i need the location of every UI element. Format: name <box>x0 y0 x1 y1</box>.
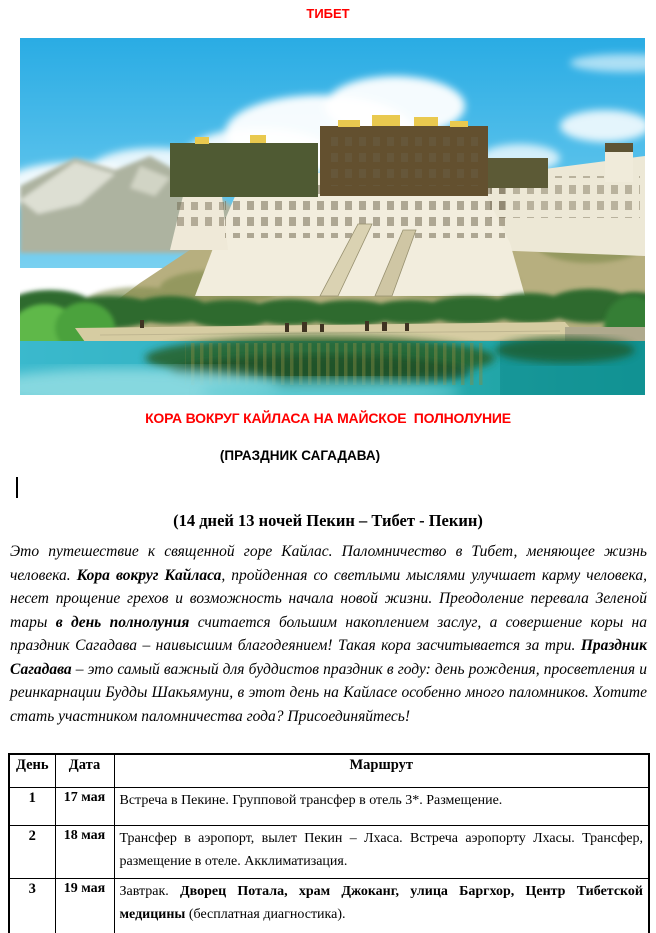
col-header-route: Маршрут <box>114 754 649 788</box>
bold-text-run: Праздник Сагадава <box>10 637 647 678</box>
text-run: , пройденная со светлыми мыслями улучшает карму человека, несет прощение грехов и возможность начала новой жизни. Преодоление перевала Зеленой тары <box>10 566 647 631</box>
date-cell: 17 мая <box>55 788 114 826</box>
text-run: Завтрак. <box>119 884 181 899</box>
table-header-row <box>9 754 649 788</box>
table-row <box>9 879 649 933</box>
table-row <box>9 788 649 826</box>
text-run: считается большим накоплением заслуг, а совершение коры на праздник Сагадава – наивысшим благодеянием! Такая кора засчитывается за три. <box>10 613 647 654</box>
text-run: Это путешествие к священной горе Кайлас. Паломничество в Тибет, меняющее жизнь человека. <box>10 543 647 584</box>
bold-text-run: в день полнолуния <box>55 613 190 631</box>
heading-sagadava: (ПРАЗДНИК САГАДАВА) <box>219 448 381 463</box>
table-row <box>9 826 649 879</box>
date-cell: 19 мая <box>55 879 114 933</box>
bold-text-run: Кора вокруг Кайласа <box>76 566 222 584</box>
route-cell <box>114 788 649 826</box>
day-cell: 1 <box>9 788 55 826</box>
day-cell: 2 <box>9 826 55 879</box>
date-cell: 18 мая <box>55 826 114 879</box>
text-run: Встреча в Пекине. Групповой трансфер в отель 3*. Размещение. <box>119 793 503 808</box>
route-cell <box>114 879 649 933</box>
heading-kora-kailas: КОРА ВОКРУГ КАЙЛАСА НА МАЙСКОЕ ПОЛНОЛУНИЕ <box>145 410 511 426</box>
col-header-date: Дата <box>55 754 114 788</box>
intro-paragraph <box>10 540 647 728</box>
heading-itinerary-days: (14 дней 13 ночей Пекин – Тибет - Пекин) <box>173 511 483 530</box>
text-cursor <box>16 477 18 498</box>
potala-palace-photo <box>20 38 645 395</box>
route-cell <box>114 826 649 879</box>
itinerary-table <box>8 753 650 933</box>
potala-palace-photo-art <box>20 38 645 395</box>
text-run: Трансфер в аэропорт, вылет Пекин – Лхаса. Встреча аэропорту Лхасы. Трансфер, размещение в отеле. Акклиматизация. <box>119 831 643 869</box>
col-header-day: День <box>9 754 55 788</box>
bold-text-run: Дворец Потала, храм Джоканг, улица Баргхор, Центр Тибетской медицины <box>119 884 643 922</box>
day-cell: 3 <box>9 879 55 933</box>
text-run: – это самый важный для буддистов праздник в году: день рождения, просветления и реинкарнации Будды Шакьямуни, в этот день на Кайласе особенно много паломников. Хотите стать участником паломничества года? Присоединяйтесь! <box>10 660 647 725</box>
page-title: ТИБЕТ <box>306 6 350 21</box>
text-run: (бесплатная диагностика). <box>185 906 346 922</box>
